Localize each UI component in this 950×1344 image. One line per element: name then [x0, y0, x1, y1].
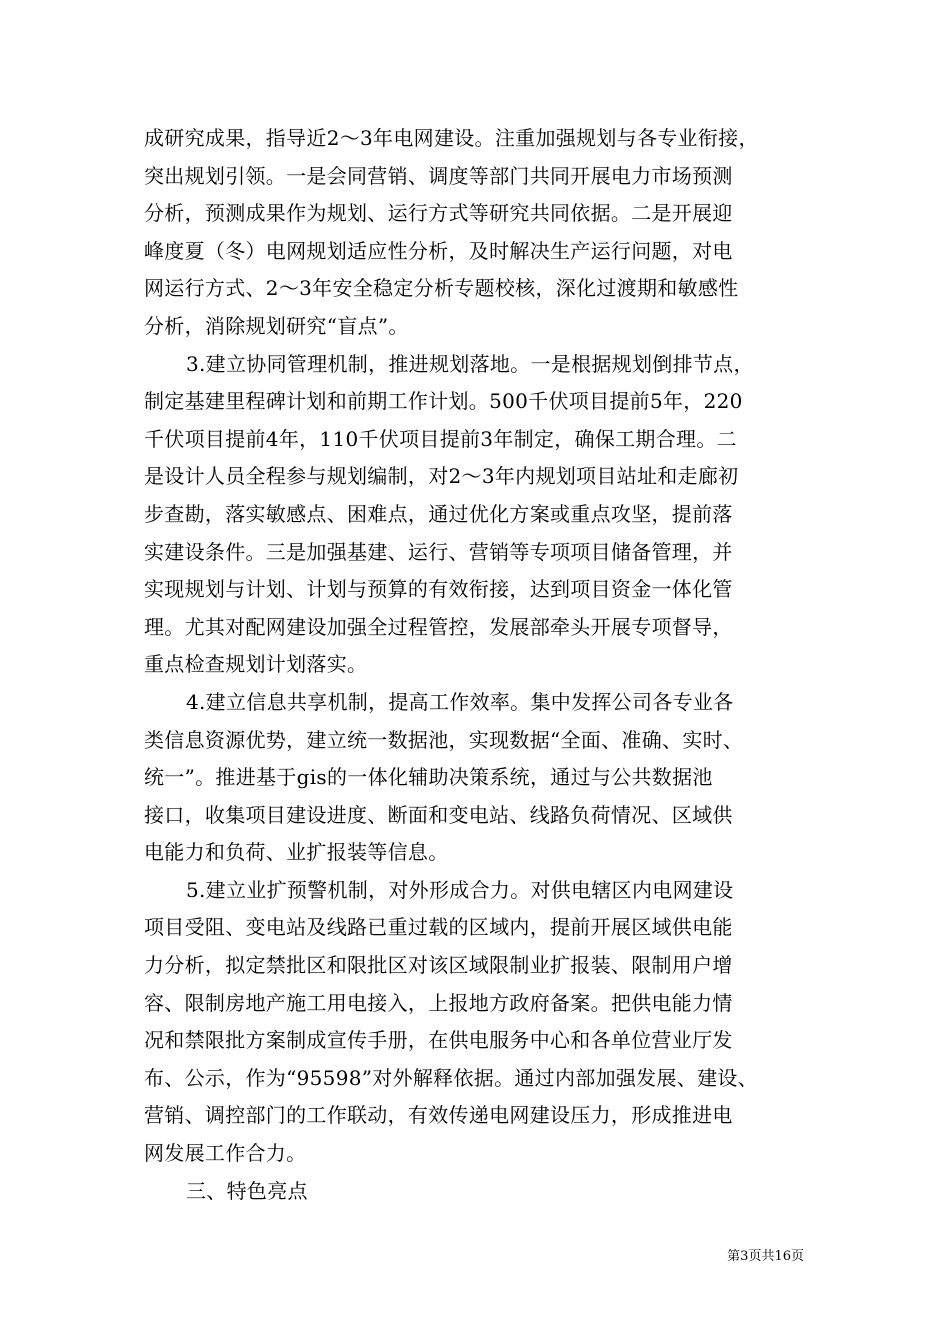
text-line: 重点检查规划计划落实。 — [144, 652, 368, 677]
text-line: 网运行方式、2～3年安全稳定分析专题校核，深化过渡期和敏感性 — [144, 276, 739, 301]
text-line: 力分析，拟定禁批区和限批区对该区域限制业扩报装、限制用户增 — [144, 953, 733, 978]
text-line: 接口，收集项目建设进度、断面和变电站、线路负荷情况、区域供 — [144, 802, 733, 827]
text-line: 容、限制房地产施工用电接入，上报地方政府备案。把供电能力情 — [144, 990, 733, 1015]
text-line: 步查勘，落实敏感点、困难点，通过优化方案或重点攻坚，提前落 — [144, 501, 733, 526]
text-line: 理。尤其对配网建设加强全过程管控，发展部牵头开展专项督导， — [144, 614, 733, 639]
text-line: 布、公示，作为“95598”对外解释依据。通过内部加强发展、建设、 — [144, 1065, 758, 1090]
text-line: 成研究成果，指导近2～3年电网建设。注重加强规划与各专业衔接， — [144, 126, 759, 150]
text-line: 统一”。推进基于gis的一体化辅助决策系统，通过与公共数据池 — [144, 765, 713, 790]
text-line: 况和禁限批方案制成宣传手册，在供电服务中心和各单位营业厅发 — [144, 1028, 733, 1053]
text-line: 是设计人员全程参与规划编制，对2～3年内规划项目站址和走廊初 — [144, 464, 739, 489]
text-line: 类信息资源优势，建立统一数据池，实现数据“全面、准确、实时、 — [144, 727, 744, 752]
text-line: 突出规划引领。一是会同营销、调度等部门共同开展电力市场预测 — [144, 163, 733, 188]
text-line: 实现规划与计划、计划与预算的有效衔接，达到项目资金一体化管 — [144, 577, 733, 602]
text-line: 实建设条件。三是加强基建、运行、营销等专项项目储备管理，并 — [144, 539, 733, 564]
text-line: 千伏项目提前4年，110千伏项目提前3年制定，确保工期合理。二 — [144, 426, 737, 451]
text-line: 电能力和负荷、业扩报装等信息。 — [144, 840, 449, 865]
paragraph-start: 5.建立业扩预警机制，对外形成合力。对供电辖区内电网建设 — [186, 877, 734, 902]
text-line: 制定基建里程碑计划和前期工作计划。500千伏项目提前5年，220 — [144, 389, 743, 414]
body-text — [144, 120, 824, 1210]
text-line: 项目受阻、变电站及线路已重过载的区域内，提前开展区域供电能 — [144, 915, 733, 940]
text-line: 分析，预测成果作为规划、运行方式等研究共同依据。二是开展迎 — [144, 201, 733, 226]
text-line: 峰度夏（冬）电网规划适应性分析，及时解决生产运行问题，对电 — [144, 238, 733, 263]
section-heading: 三、特色亮点 — [186, 1178, 308, 1203]
text-line: 营销、调控部门的工作联动，有效传递电网建设压力，形成推进电 — [144, 1103, 733, 1128]
paragraph-start: 4.建立信息共享机制，提高工作效率。集中发挥公司各专业各 — [186, 689, 734, 714]
paragraph-start: 3.建立协同管理机制，推进规划落地。一是根据规划倒排节点， — [186, 351, 754, 376]
page-number: 第3页共16页 — [727, 1249, 804, 1264]
text-line: 网发展工作合力。 — [144, 1141, 307, 1166]
text-line: 分析，消除规划研究“盲点”。 — [144, 313, 409, 338]
